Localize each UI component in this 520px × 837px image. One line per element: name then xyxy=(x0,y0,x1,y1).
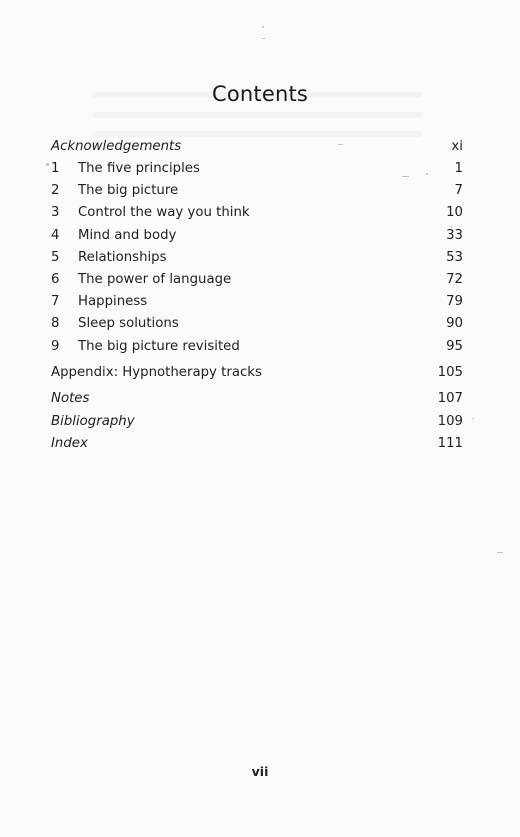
chapter-title: The power of language xyxy=(78,272,232,287)
toc-entry-label: Acknowledgements xyxy=(51,139,182,154)
toc-chapter-3[interactable] xyxy=(51,203,463,223)
scan-speck xyxy=(338,144,343,145)
chapter-title: Mind and body xyxy=(78,228,177,243)
toc-chapter-5[interactable] xyxy=(51,248,463,268)
chapter-number: 3 xyxy=(51,205,60,220)
chapter-page: 1 xyxy=(454,161,463,176)
toc-entry-label: Notes xyxy=(51,391,90,406)
chapter-title: The big picture xyxy=(78,183,179,198)
chapter-number: 8 xyxy=(51,316,60,331)
toc-entry-page: xi xyxy=(451,139,463,154)
chapter-number: 4 xyxy=(51,228,60,243)
toc-entry-label: Appendix: Hypnotherapy tracks xyxy=(51,365,262,380)
chapter-title: Happiness xyxy=(78,294,148,309)
toc-entry-label: Bibliography xyxy=(51,414,135,429)
chapter-page: 10 xyxy=(446,205,463,220)
scan-speck xyxy=(497,552,503,553)
scan-speck xyxy=(472,418,474,419)
scan-speck xyxy=(262,26,264,28)
page-folio: vii xyxy=(251,764,269,779)
chapter-number: 9 xyxy=(51,339,60,354)
contents-heading: Contents xyxy=(211,82,309,106)
scan-speck xyxy=(46,163,49,166)
chapter-title: Relationships xyxy=(78,250,167,265)
toc-entry-acknowledgements[interactable] xyxy=(51,137,463,157)
toc-entry-page: 109 xyxy=(437,414,463,429)
toc-chapter-7[interactable] xyxy=(51,292,463,312)
toc-entry-label: Index xyxy=(51,436,88,451)
chapter-page: 95 xyxy=(446,339,463,354)
chapter-page: 79 xyxy=(446,294,463,309)
toc-chapter-9[interactable] xyxy=(51,337,463,357)
toc-chapter-8[interactable] xyxy=(51,314,463,334)
scan-speck xyxy=(426,173,428,175)
chapter-page: 90 xyxy=(446,316,463,331)
chapter-page: 7 xyxy=(454,183,463,198)
chapter-number: 2 xyxy=(51,183,60,198)
toc-entry-page: 107 xyxy=(437,391,463,406)
toc-entry-appendix[interactable] xyxy=(51,363,463,383)
toc-entry-index[interactable] xyxy=(51,434,463,454)
scan-speck xyxy=(402,176,409,177)
toc-chapter-6[interactable] xyxy=(51,270,463,290)
chapter-page: 72 xyxy=(446,272,463,287)
toc-entry-notes[interactable] xyxy=(51,389,463,409)
chapter-title: The five principles xyxy=(78,161,200,176)
toc-chapter-4[interactable] xyxy=(51,226,463,246)
chapter-number: 7 xyxy=(51,294,60,309)
toc-chapter-2[interactable] xyxy=(51,181,463,201)
scan-speck xyxy=(262,38,265,39)
chapter-page: 53 xyxy=(446,250,463,265)
chapter-number: 1 xyxy=(51,161,60,176)
chapter-number: 5 xyxy=(51,250,60,265)
toc-entry-bibliography[interactable] xyxy=(51,412,463,432)
toc-entry-page: 105 xyxy=(437,365,463,380)
chapter-page: 33 xyxy=(446,228,463,243)
chapter-number: 6 xyxy=(51,272,60,287)
chapter-title: The big picture revisited xyxy=(78,339,240,354)
chapter-title: Sleep solutions xyxy=(78,316,179,331)
show-through-mark xyxy=(92,112,422,118)
chapter-title: Control the way you think xyxy=(78,205,250,220)
toc-entry-page: 111 xyxy=(437,436,463,451)
